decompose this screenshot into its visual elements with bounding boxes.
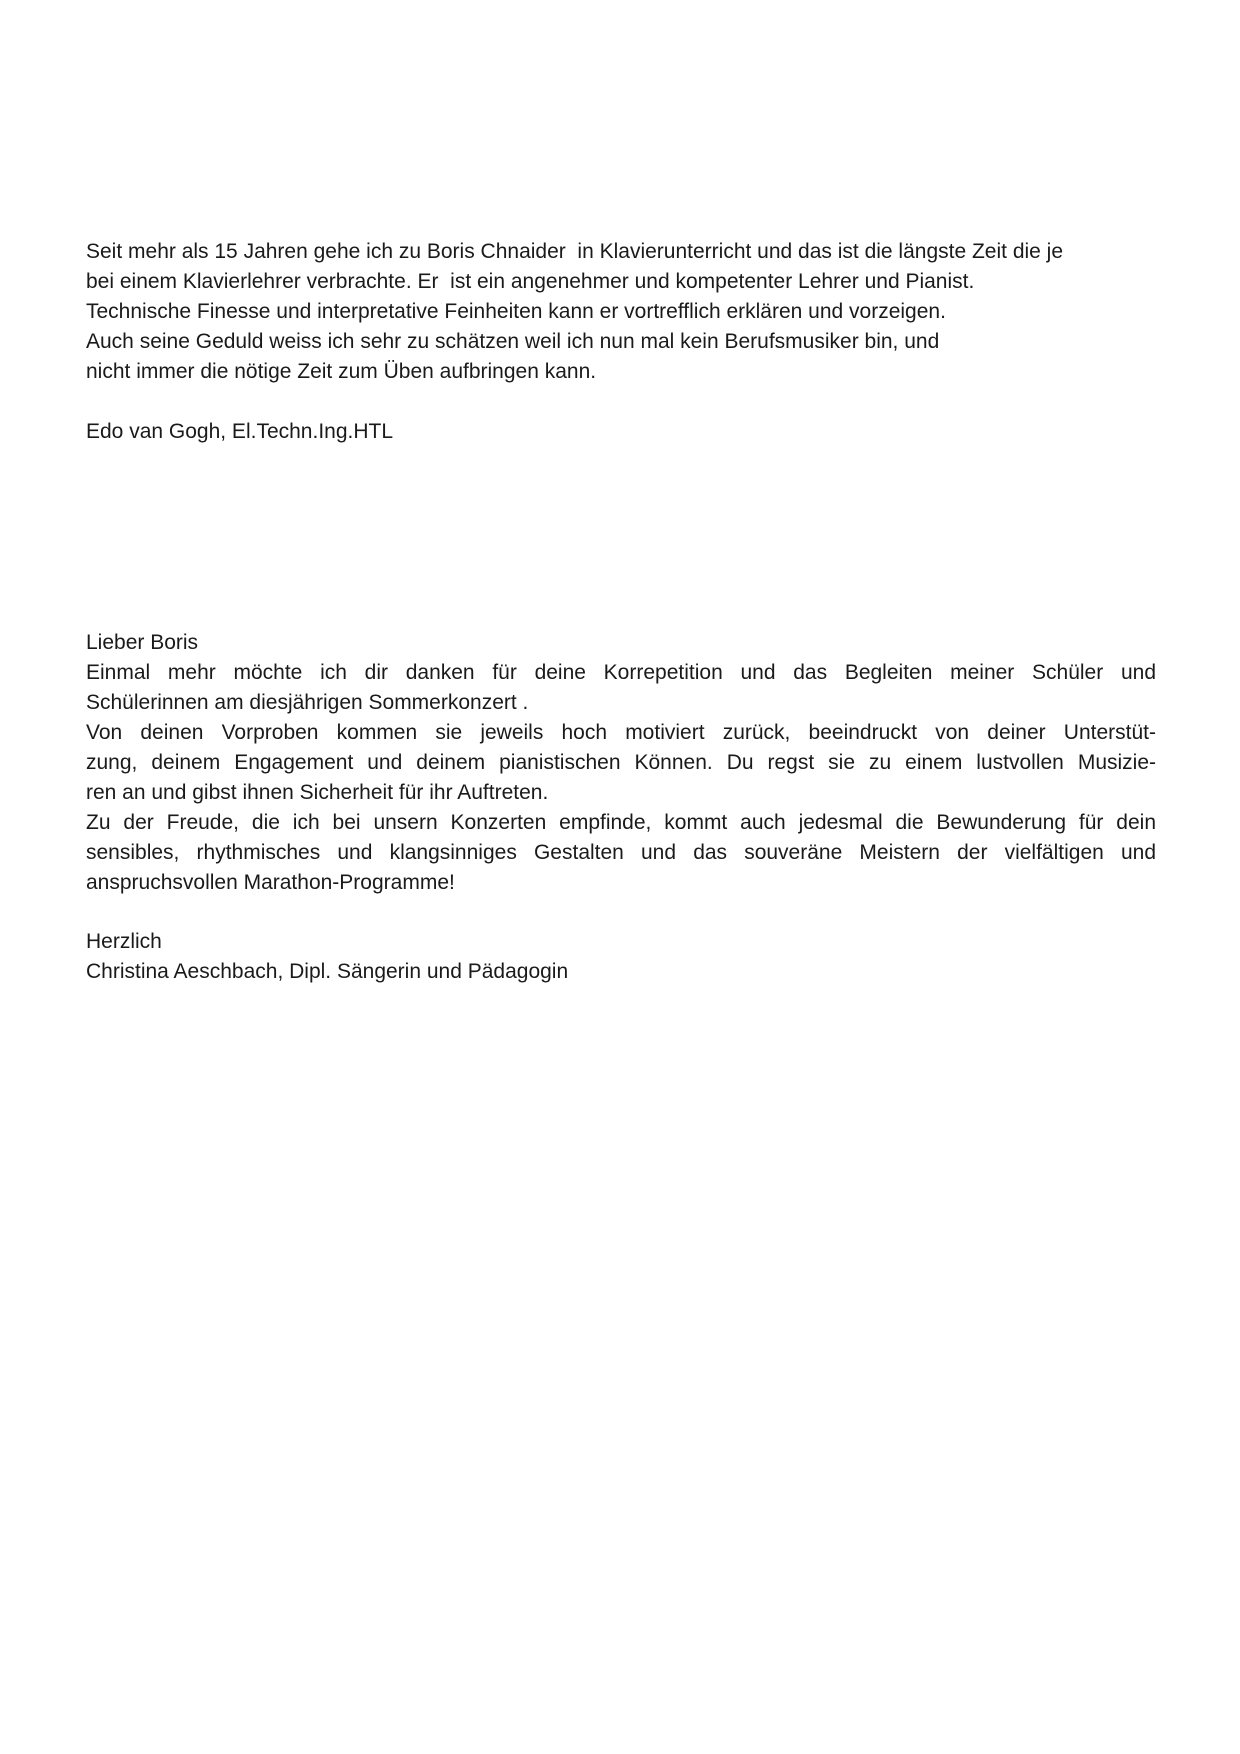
- testimonial-2-line: ren an und gibst ihnen Sicherheit für ihr Auftreten.: [86, 781, 549, 804]
- testimonial-1-line: Technische Finesse und interpretative Feinheiten kann er vortrefflich erklären und vorzeigen.: [86, 300, 946, 323]
- testimonial-2-line: sensibles, rhythmisches und klangsinniges Gestalten und das souveräne Meistern der vielfältigen und: [86, 841, 1156, 864]
- testimonial-2-line: Einmal mehr möchte ich dir danken für deine Korrepetition und das Begleiten meiner Schüler und: [86, 661, 1156, 684]
- testimonial-1-signature-block: [86, 417, 1156, 447]
- testimonial-1-line: Seit mehr als 15 Jahren gehe ich zu Boris Chnaider in Klavierunterricht und das ist die längste Zeit die je: [86, 240, 1064, 263]
- testimonial-2-line: zung, deinem Engagement und deinem pianistischen Können. Du regst sie zu einem lustvollen Musizie-: [86, 751, 1156, 774]
- testimonial-2-closing-block: [86, 927, 1156, 987]
- testimonial-2-line: Zu der Freude, die ich bei unsern Konzerten empfinde, kommt auch jedesmal die Bewunderung für dein: [86, 811, 1156, 834]
- testimonial-2-line: Schülerinnen am diesjährigen Sommerkonzert .: [86, 691, 529, 714]
- testimonial-1-line: Auch seine Geduld weiss ich sehr zu schätzen weil ich nun mal kein Berufsmusiker bin, und: [86, 330, 940, 353]
- testimonial-1-line: nicht immer die nötige Zeit zum Üben aufbringen kann.: [86, 360, 597, 383]
- testimonial-2-body: [86, 628, 1156, 898]
- testimonial-2-line: Von deinen Vorproben kommen sie jeweils hoch motiviert zurück, beeindruckt von deiner Unterstüt-: [86, 721, 1156, 744]
- testimonial-1-line: bei einem Klavierlehrer verbrachte. Er ist ein angenehmer und kompetenter Lehrer und Pianist.: [86, 270, 975, 293]
- testimonial-2-salutation: Lieber Boris: [86, 631, 199, 654]
- testimonial-2-line: anspruchsvollen Marathon-Programme!: [86, 871, 455, 894]
- testimonial-1-body: [86, 237, 1156, 387]
- testimonial-2-closing: Herzlich: [86, 930, 162, 953]
- testimonial-2-signature: Christina Aeschbach, Dipl. Sängerin und Pädagogin: [86, 960, 569, 983]
- testimonial-1-signature: Edo van Gogh, El.Techn.Ing.HTL: [86, 420, 394, 443]
